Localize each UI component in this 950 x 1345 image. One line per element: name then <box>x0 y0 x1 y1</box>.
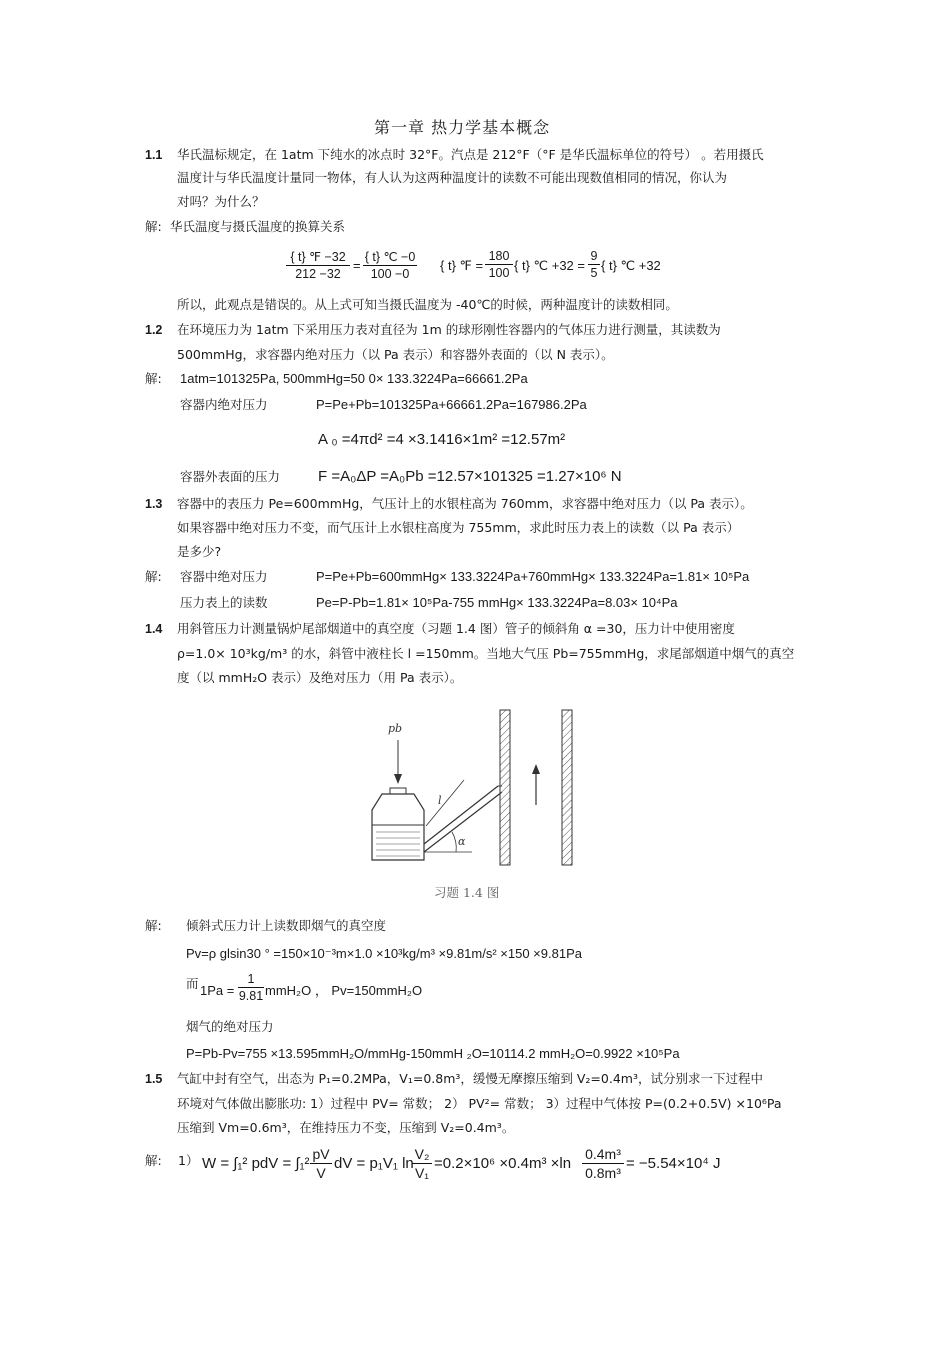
problem-number-1-4: 1.4 <box>145 622 163 636</box>
figure-label-pb: pb <box>388 722 403 735</box>
solution-1-2-step2-label: 容器内绝对压力 <box>180 397 268 412</box>
fraction-numerator: { t} ℃ −0 <box>364 250 416 264</box>
fraction-numerator: pV <box>312 1146 330 1162</box>
work-integral-lhs: W = ∫₁² pdV = ∫₁² <box>202 1155 310 1172</box>
equals-sign: = <box>353 258 361 273</box>
problem-1-1-text-line2: 温度计与华氏温度计量同一物体，有人认为这两种温度计的读数不可能出现数值相同的情况，你认为 <box>177 170 728 185</box>
fraction-180-100 <box>485 249 513 280</box>
problem-1-1-text-line1: 华氏温标规定，在 1atm 下纯水的冰点时 32°F。汽点是 212°F（°F 是华氏温标单位的符号） 。若用摄氏 <box>177 147 764 162</box>
fraction-denominator: V₁ <box>414 1165 430 1181</box>
fraction-pV-over-V <box>310 1146 332 1181</box>
solution-1-4-absolute-label: 烟气的绝对压力 <box>186 1019 274 1034</box>
problem-1-2-text-line2: 500mmHg，求容器内绝对压力（以 Pa 表示）和容器外表面的（以 N 表示）。 <box>177 347 614 362</box>
fraction-c-minus-0 <box>363 249 417 281</box>
solution-1-4-vacuum: Pv=ρ glsin30 ° =150×10⁻³m×1.0 ×10³kg/m³ ×9.81m/s² ×150 ×9.81Pa <box>186 946 582 961</box>
fraction-bar <box>286 265 350 266</box>
problem-1-5-text-line3: 压缩到 Vm=0.6m³，在维持压力不变，压缩到 V₂=0.4m³。 <box>177 1120 515 1135</box>
solution-1-1-conclusion: 所以，此观点是错误的。从上式可知当摄氏温度为 -40℃的时候，两种温度计的读数相同。 <box>177 297 678 312</box>
conversion-eq-lhs: { t} ℉ = <box>440 258 484 273</box>
fraction-denominator: 100 −0 <box>370 267 410 281</box>
fraction-9-5 <box>588 249 600 280</box>
fraction-numerator: 0.4m³ <box>585 1146 621 1162</box>
solution-1-1-intro: 华氏温度与摄氏温度的换算关系 <box>170 219 346 234</box>
fraction-bar <box>310 1163 332 1164</box>
solution-1-2-force: F =A₀ΔP =A₀Pb =12.57×101325 =1.27×10⁶ N <box>318 468 622 485</box>
flow-arrow-head <box>532 764 540 774</box>
problem-1-3-text-line3: 是多少? <box>177 544 222 559</box>
fraction-denominator: 100 <box>488 266 510 280</box>
conversion-eq-mid: { t} ℃ +32 = <box>514 258 585 273</box>
work-integral-mid: dV = p₁V₁ ln <box>334 1155 414 1172</box>
problem-number-1-2: 1.2 <box>145 323 163 337</box>
problem-number-1-3: 1.3 <box>145 497 163 511</box>
fraction-denominator: 9.81 <box>238 989 264 1003</box>
inclined-manometer-figure <box>360 700 580 870</box>
fraction-denominator: 5 <box>590 266 598 280</box>
chapter-title: 第一章 热力学基本概念 <box>374 118 551 137</box>
solution-1-2-step1: 1atm=101325Pa, 500mmHg=50 0× 133.3224Pa=66661.2Pa <box>180 371 528 386</box>
fraction-denominator: V <box>316 1165 326 1181</box>
solution-label-1-5: 解: <box>145 1153 162 1168</box>
fraction-numerator: 1 <box>247 972 255 986</box>
problem-1-4-text-line1: 用斜管压力计测量锅炉尾部烟道中的真空度（习题 1.4 图）管子的倾斜角 α =30，压力计中使用密度 <box>177 621 735 636</box>
solution-1-4-conversion-rhs: mmH₂O ， Pv=150mmH₂O <box>265 983 423 998</box>
fraction-bar <box>412 1163 432 1164</box>
solution-label-1-4: 解: <box>145 918 162 933</box>
problem-1-5-text-line1: 气缸中封有空气，出态为 P₁=0.2MPa，V₁=0.8m³，缓慢无摩擦压缩到 V₂=0.4m³，试分别求一下过程中 <box>177 1071 763 1086</box>
figure-label-alpha: α <box>458 835 466 848</box>
solution-1-3-step1-label: 容器中绝对压力 <box>180 569 268 584</box>
solution-1-3-step2: Pe=P-Pb=1.81× 10⁵Pa-755 mmHg× 133.3224Pa=8.03× 10⁴Pa <box>316 595 678 610</box>
problem-1-3-text-line2: 如果容器中绝对压力不变，而气压计上水银柱高度为 755mm，求此时压力表上的读数（以 Pa 表示） <box>177 520 740 535</box>
solution-1-4-conversion-lhs: 1Pa = <box>200 983 235 998</box>
problem-1-1-text-line3: 对吗？为什么？ <box>177 194 265 209</box>
fraction-numerator: 180 <box>488 249 510 263</box>
fraction-bar <box>582 1163 624 1164</box>
problem-1-5-text-line2: 环境对气体做出膨胀功: 1）过程中 PV= 常数； 2） PV²= 常数； 3）过程中气体按 P=(0.2+0.5V) ×10⁶Pa <box>177 1096 782 1111</box>
figure-caption: 习题 1.4 图 <box>434 885 500 900</box>
solution-1-2-step2: P=Pe+Pb=101325Pa+66661.2Pa=167986.2Pa <box>316 397 587 412</box>
fraction-bar <box>238 987 264 988</box>
fraction-bar <box>588 264 600 265</box>
problem-1-4-text-line2: ρ=1.0× 10³kg/m³ 的水，斜管中液柱长 l =150mm。当地大气压 Pb=755mmHg，求尾部烟道中烟气的真空 <box>177 646 795 661</box>
figure-label-l: l <box>438 794 442 807</box>
flue-duct-right-wall <box>562 710 572 865</box>
fraction-numerator: { t} ℉ −32 <box>290 250 346 264</box>
fraction-bar <box>363 265 417 266</box>
solution-label-1-2: 解: <box>145 371 162 386</box>
solution-1-3-step1: P=Pe+Pb=600mmHg× 133.3224Pa+760mmHg× 133.3224Pa=1.81× 10⁵Pa <box>316 569 750 584</box>
conversion-eq-rhs: { t} ℃ +32 <box>601 258 661 273</box>
work-integral-rhs: = −5.54×10⁴ J <box>626 1155 721 1172</box>
fraction-bar <box>485 264 513 265</box>
problem-1-3-text-line1: 容器中的表压力 Pe=600mmHg，气压计上的水银柱高为 760mm，求容器中绝对压力（以 Pa 表示）。 <box>177 496 753 511</box>
problem-number-1-1: 1.1 <box>145 148 163 162</box>
solution-1-5-index: 1） <box>178 1153 199 1168</box>
solution-1-4-intro: 倾斜式压力计上读数即烟气的真空度 <box>186 918 387 933</box>
solution-1-3-step2-label: 压力表上的读数 <box>180 595 268 610</box>
work-integral-mid2: =0.2×10⁶ ×0.4m³ ×ln <box>434 1155 572 1172</box>
solution-1-2-step4-label: 容器外表面的压力 <box>180 469 281 484</box>
fraction-numerator: V₂ <box>414 1146 430 1162</box>
fraction-numerator: 9 <box>590 249 598 263</box>
fraction-volume-ratio <box>582 1146 624 1181</box>
problem-number-1-5: 1.5 <box>145 1072 163 1086</box>
problem-1-4-text-line3: 度（以 mmH₂O 表示）及绝对压力（用 Pa 表示）。 <box>177 670 463 685</box>
fraction-denominator: 0.8m³ <box>585 1165 621 1181</box>
solution-label-1-1: 解: <box>145 219 162 234</box>
fraction-f-minus-32 <box>286 249 350 281</box>
fraction-1-over-9-81 <box>238 972 264 1003</box>
flue-duct-left-wall <box>500 710 510 865</box>
problem-1-2-text-line1: 在环境压力为 1atm 下采用压力表对直径为 1m 的球形刚性容器内的气体压力进行测量，其读数为 <box>177 322 721 337</box>
fraction-V2-over-V1 <box>412 1146 432 1181</box>
length-dimension <box>426 780 464 826</box>
pressure-arrow-head <box>394 774 402 784</box>
reservoir-cap <box>390 788 406 794</box>
angle-arc <box>452 832 456 852</box>
solution-1-4-conversion-prefix: 而 <box>186 976 199 991</box>
fraction-denominator: 212 −32 <box>295 267 341 281</box>
solution-1-4-absolute: P=Pb-Pv=755 ×13.595mmH₂O/mmHg-150mmH ₂O=10114.2 mmH₂O=0.9922 ×10⁵Pa <box>186 1046 680 1061</box>
solution-label-1-3: 解: <box>145 569 162 584</box>
solution-1-2-area: A ₀ =4πd² =4 ×3.1416×1m² =12.57m² <box>318 431 566 448</box>
